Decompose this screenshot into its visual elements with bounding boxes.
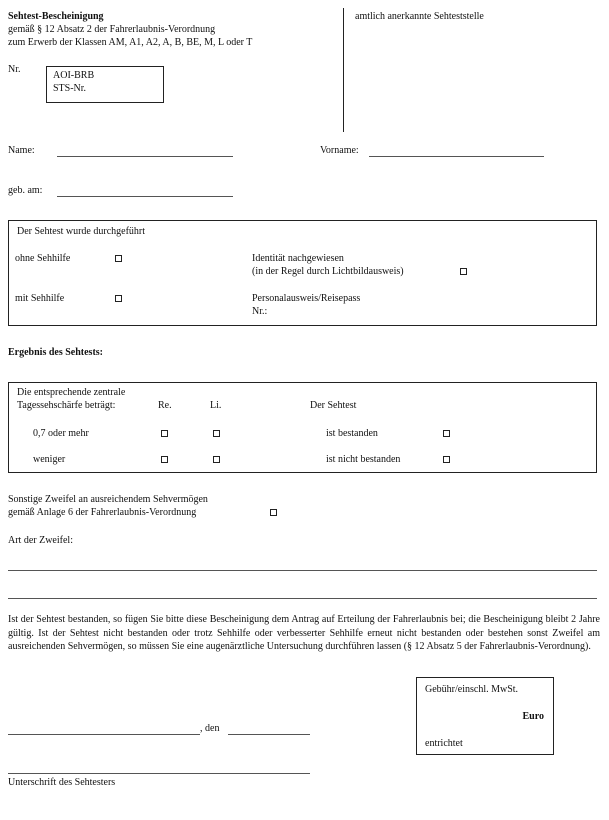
procedure-title: Der Sehtest wurde durchgeführt — [17, 226, 146, 237]
subtitle-regulation: gemäß § 12 Absatz 2 der Fahrerlaubnis-Verordnung — [8, 24, 216, 35]
den-label: , den — [200, 723, 220, 734]
place-field[interactable] — [8, 734, 200, 735]
nr-code: AOI-BRB — [53, 70, 95, 81]
doubts-line2: gemäß Anlage 6 der Fahrerlaubnis-Verordnung — [8, 507, 197, 518]
passed-label: ist bestanden — [326, 428, 378, 439]
subtitle-classes: zum Erwerb der Klassen AM, A1, A2, A, B, BE, M, L oder T — [8, 37, 253, 48]
acuity-label-line1: Die entsprechende zentrale — [17, 387, 126, 398]
signature-field[interactable] — [8, 773, 310, 774]
fee-label: Gebühr/einschl. MwSt. — [425, 684, 519, 695]
passport-nr-label: Nr.: — [252, 306, 268, 317]
fee-box — [416, 677, 554, 755]
failed-label: ist nicht bestanden — [326, 454, 401, 465]
without-aid-checkbox[interactable] — [115, 255, 122, 262]
procedure-box — [8, 220, 597, 326]
right-low-checkbox[interactable] — [161, 456, 168, 463]
header-divider — [343, 8, 344, 132]
left-eye-header: Li. — [210, 400, 222, 411]
sts-nr-label: STS-Nr. — [53, 83, 87, 94]
doubts-line-field-2[interactable] — [8, 598, 597, 599]
identity-note: (in der Regel durch Lichtbildausweis) — [252, 266, 404, 277]
passed-checkbox[interactable] — [443, 430, 450, 437]
passport-label: Personalausweis/Reisepass — [252, 293, 361, 304]
doubts-type-label: Art der Zweifel: — [8, 535, 73, 546]
identity-checkbox[interactable] — [460, 268, 467, 275]
birthdate-label: geb. am: — [8, 185, 43, 196]
test-center-label: amtlich anerkannte Sehteststelle — [355, 11, 484, 22]
test-result-header: Der Sehtest — [310, 400, 357, 411]
name-field[interactable] — [57, 156, 233, 157]
result-box — [8, 382, 597, 473]
doubts-checkbox[interactable] — [270, 509, 277, 516]
fee-currency: Euro — [522, 711, 544, 722]
signature-label: Unterschrift des Sehtesters — [8, 777, 116, 788]
acuity-low-label: weniger — [33, 454, 66, 465]
with-aid-checkbox[interactable] — [115, 295, 122, 302]
failed-checkbox[interactable] — [443, 456, 450, 463]
right-high-checkbox[interactable] — [161, 430, 168, 437]
vorname-label: Vorname: — [320, 145, 359, 156]
with-aid-label: mit Sehhilfe — [15, 293, 65, 304]
result-heading: Ergebnis des Sehtests: — [8, 347, 104, 358]
name-label: Name: — [8, 145, 35, 156]
acuity-label-line2: Tagessehschärfe beträgt: — [17, 400, 116, 411]
left-low-checkbox[interactable] — [213, 456, 220, 463]
vorname-field[interactable] — [369, 156, 544, 157]
left-high-checkbox[interactable] — [213, 430, 220, 437]
page-title: Sehtest-Bescheinigung — [8, 11, 104, 22]
date-field[interactable] — [228, 734, 310, 735]
without-aid-label: ohne Sehhilfe — [15, 253, 71, 264]
nr-box — [46, 66, 164, 103]
nr-label: Nr. — [8, 64, 21, 75]
right-eye-header: Re. — [158, 400, 172, 411]
doubts-line-field-1[interactable] — [8, 570, 597, 571]
identity-label: Identität nachgewiesen — [252, 253, 344, 264]
doubts-line1: Sonstige Zweifel an ausreichendem Sehvermögen — [8, 494, 208, 505]
birthdate-field[interactable] — [57, 196, 233, 197]
info-paragraph: Ist der Sehtest bestanden, so fügen Sie bitte diese Bescheinigung dem Antrag auf Erteilung der Fahrerlaubnis bei; die Bescheinigung bleibt 2 Jahre gültig. Ist der Sehtest nicht bestanden oder trotz Sehhilfe oder verbesserter Sehhilfe erneut nicht bestanden oder bestehen sonst Zweifel am ausreichenden Sehvermögen, so müssen Sie eine augenärztliche Untersuchung durchführen lassen (§ 12 Absatz 5 der Fahrerlaubnis-Verordnung). — [8, 614, 600, 652]
acuity-high-label: 0,7 oder mehr — [33, 428, 89, 439]
fee-paid-label: entrichtet — [425, 738, 463, 749]
